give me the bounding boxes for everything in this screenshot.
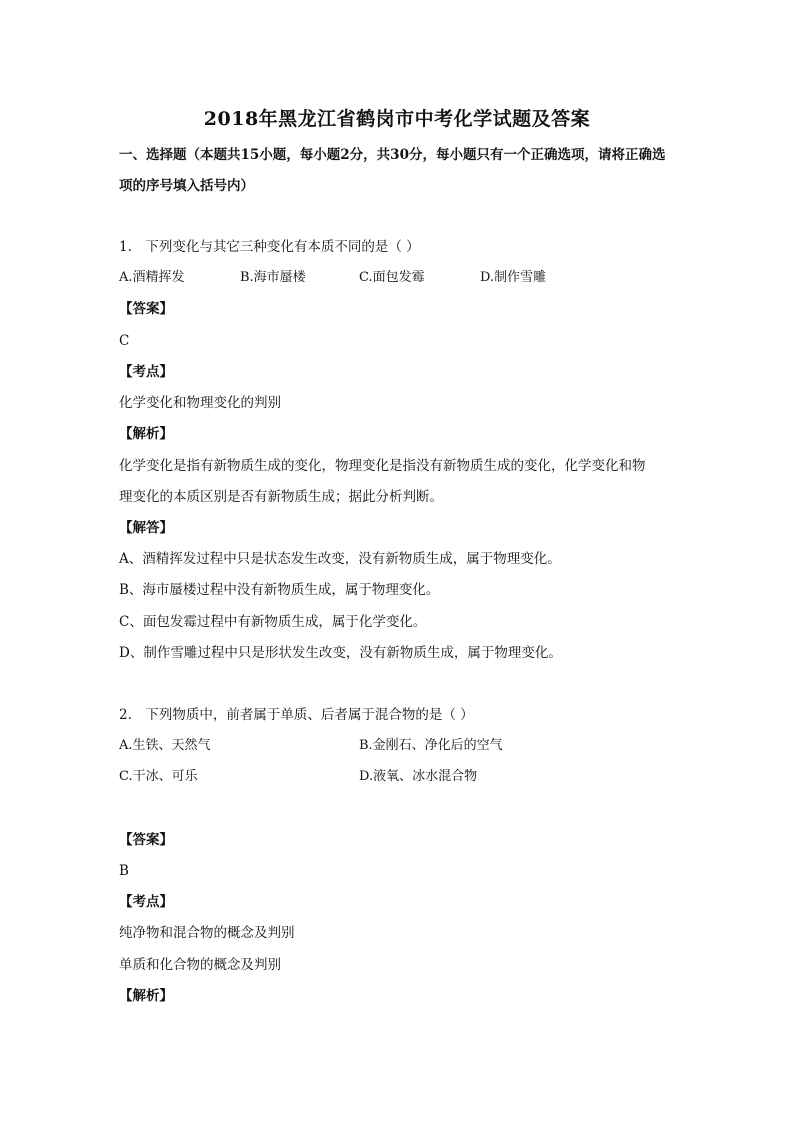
q2-option-a: A.生铁、天然气 xyxy=(119,738,211,753)
q2-option-c: C.干冰、可乐 xyxy=(119,769,198,784)
q1-jieda-b: B、海市蜃楼过程中没有新物质生成，属于物理变化。 xyxy=(119,582,440,598)
q1-option-c: C.面包发霉 xyxy=(359,270,425,285)
q2-option-d: D.液氧、冰水混合物 xyxy=(359,769,478,784)
q2-kaodian-label: 【考点】 xyxy=(119,894,173,910)
q1-option-b: B.海市蜃楼 xyxy=(240,270,306,285)
q2-option-b: B.金刚石、净化后的空气 xyxy=(359,738,503,753)
q1-option-a: A.酒精挥发 xyxy=(119,270,185,285)
q1-answer-label: 【答案】 xyxy=(119,301,173,317)
q1-stem: 1. 下列变化与其它三种变化有本质不同的是（ ） xyxy=(119,239,420,255)
q1-jiexi-line2: 理变化的本质区别是否有新物质生成；据此分析判断。 xyxy=(119,489,443,505)
q2-jiexi-label: 【解析】 xyxy=(119,988,173,1004)
q2-stem: 2. 下列物质中，前者属于单质、后者属于混合物的是（ ） xyxy=(119,707,474,723)
q1-kaodian-label: 【考点】 xyxy=(119,364,173,380)
q1-jieda-a: A、酒精挥发过程中只是状态发生改变，没有新物质生成，属于物理变化。 xyxy=(119,551,561,567)
q2-kaodian-1: 纯净物和混合物的概念及判别 xyxy=(119,925,295,941)
section-heading-line1: 一、选择题（本题共15小题，每小题2分，共30分，每小题只有一个正确选项，请将正确选 xyxy=(119,147,666,163)
q1-jieda-d: D、制作雪雕过程中只是形状发生改变，没有新物质生成，属于物理变化。 xyxy=(119,645,562,661)
q1-answer: C xyxy=(119,333,130,349)
q2-kaodian-2: 单质和化合物的概念及判别 xyxy=(119,957,281,973)
q2-answer: B xyxy=(119,863,129,879)
q1-jiexi-line1: 化学变化是指有新物质生成的变化，物理变化是指没有新物质生成的变化，化学变化和物 xyxy=(119,458,646,474)
q1-jiexi-label: 【解析】 xyxy=(119,426,173,442)
section-heading-line2: 项的序号填入括号内） xyxy=(119,178,254,194)
page-title: 2018年黑龙江省鹤岗市中考化学试题及答案 xyxy=(203,108,591,130)
q1-kaodian: 化学变化和物理变化的判别 xyxy=(119,395,281,411)
q1-jieda-c: C、面包发霉过程中有新物质生成，属于化学变化。 xyxy=(119,614,427,630)
q1-jieda-label: 【解答】 xyxy=(119,520,173,536)
q2-answer-label: 【答案】 xyxy=(119,832,173,848)
q1-option-d: D.制作雪雕 xyxy=(480,270,547,285)
